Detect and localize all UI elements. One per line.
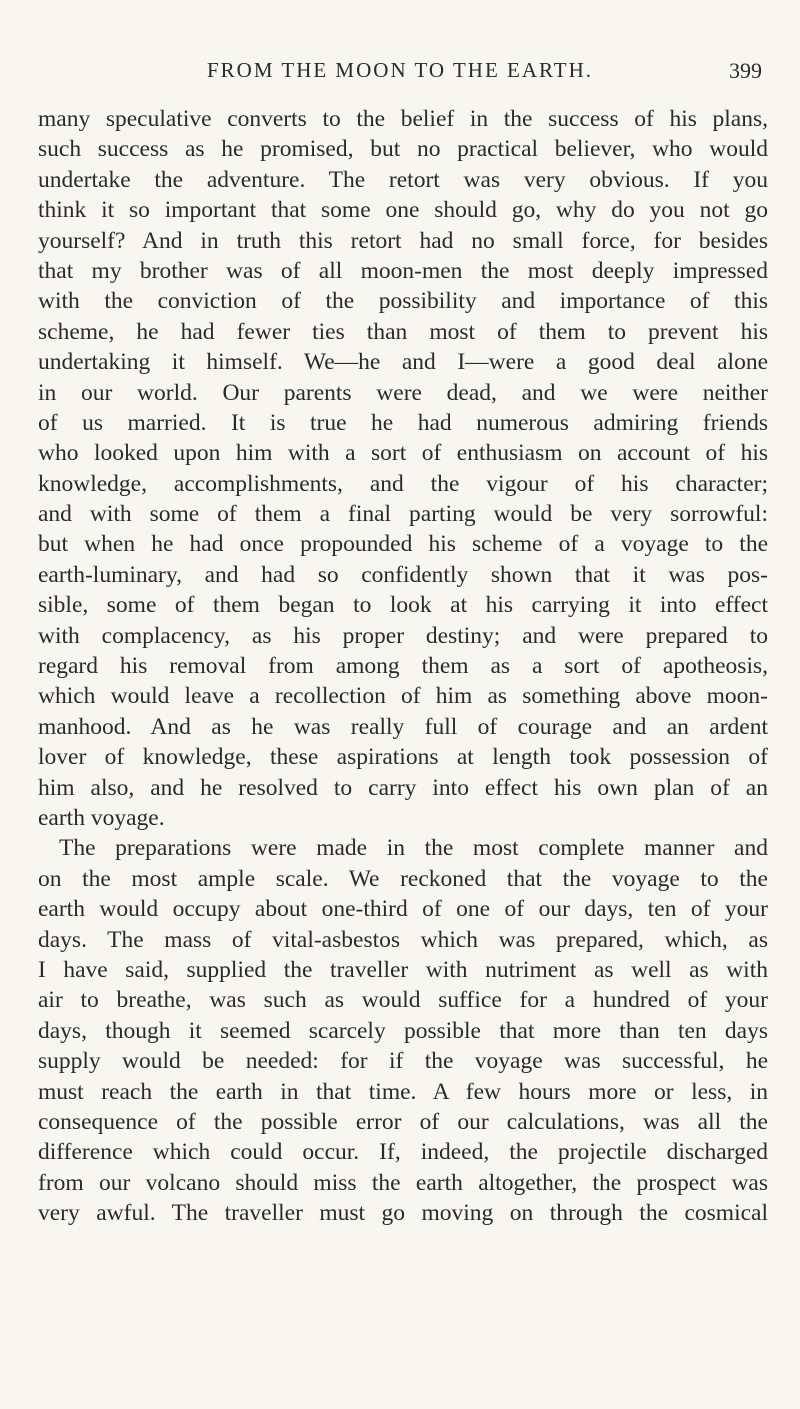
text-line: undertake the adventure. The retort was very obvious. If you [38,166,768,193]
text-line: him also, and he resolved to carry into effect his own plan of an [38,774,768,801]
page-number: 399 [729,58,762,83]
text-line: and with some of them a final parting would be very sorrowful: [38,501,768,528]
text-line: consequence of the possible error of our calculations, was all the [38,1108,768,1135]
text-line: days. The mass of vital-asbestos which was prepared, which, as [38,926,768,953]
text-line: from our volcano should miss the earth altogether, the prospect was [38,1169,768,1196]
text-line: undertaking it himself. We—he and I—were a good deal alone [38,349,768,376]
text-line: lover of knowledge, these aspirations at length took possession of [38,744,768,771]
running-head: FROM THE MOON TO THE EARTH. [206,58,594,82]
text-line: knowledge, accomplishments, and the vigour of his character; [38,470,768,497]
text-line: earth would occupy about one-third of one of our days, ten of your [38,896,768,923]
text-line: earth voyage. [38,804,165,831]
text-line: I have said, supplied the traveller with nutriment as well as with [38,956,768,983]
text-line: very awful. The traveller must go moving on through the cosmical [38,1200,768,1227]
text-line: must reach the earth in that time. A few hours more or less, in [38,1078,768,1105]
text-line: The preparations were made in the most complete manner and [59,835,768,862]
text-line: yourself? And in truth this retort had no small force, for besides [38,227,768,254]
text-line: with the conviction of the possibility and importance of this [38,288,768,315]
text-line: such success as he promised, but no practical believer, who would [38,136,768,163]
text-line: scheme, he had fewer ties than most of them to prevent his [38,318,768,345]
text-line: days, though it seemed scarcely possible that more than ten days [38,1017,768,1044]
text-line: manhood. And as he was really full of courage and an ardent [38,713,768,740]
page-header [0,58,800,94]
text-line: who looked upon him with a sort of enthusiasm on account of his [38,440,768,467]
text-line: in our world. Our parents were dead, and we were neither [38,379,768,406]
text-line: supply would be needed: for if the voyage was successful, he [38,1048,768,1075]
text-line: but when he had once propounded his scheme of a voyage to the [38,531,768,558]
text-line: think it so important that some one should go, why do you not go [38,197,768,224]
text-line: sible, some of them began to look at his carrying it into effect [38,592,768,619]
text-line: with complacency, as his proper destiny; and were prepared to [38,622,768,649]
text-line: earth-luminary, and had so confidently shown that it was pos- [38,561,768,588]
text-line: of us married. It is true he had numerous admiring friends [38,409,768,436]
text-line: which would leave a recollection of him as something above moon- [38,683,768,710]
text-line: regard his removal from among them as a sort of apotheosis, [38,653,768,680]
text-line: that my brother was of all moon-men the most deeply impressed [38,257,768,284]
text-line: many speculative converts to the belief in the success of his plans, [38,106,768,132]
text-line: difference which could occur. If, indeed, the projectile discharged [38,1139,768,1166]
text-line: air to breathe, was such as would suffice for a hundred of your [38,987,768,1014]
body-text [38,104,768,1228]
text-line: on the most ample scale. We reckoned that the voyage to the [38,865,768,892]
